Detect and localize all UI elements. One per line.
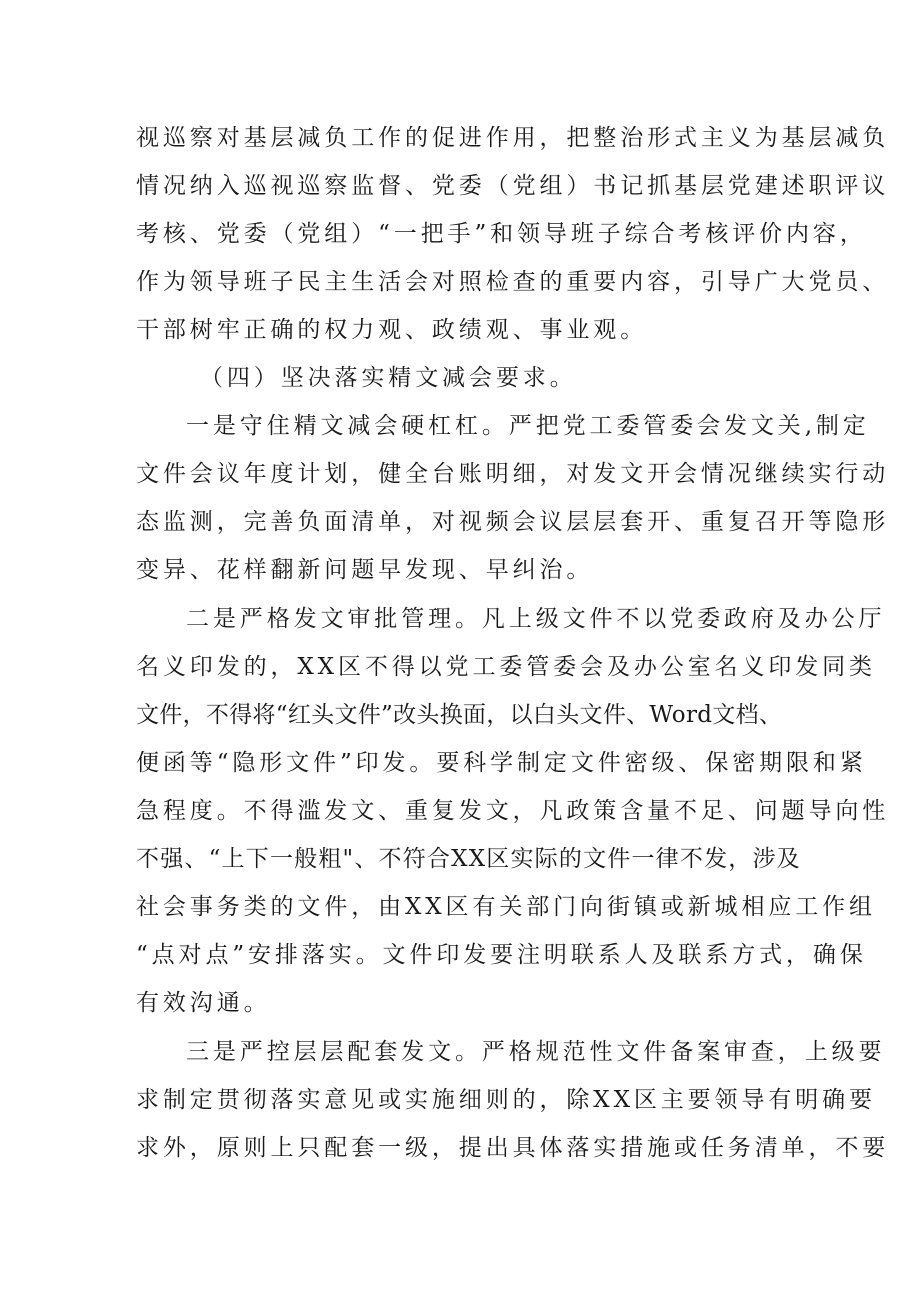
paragraph-line-16: 不强、“上下一般粗"、不符合XX区实际的文件一律不发，涉及	[136, 846, 801, 872]
paragraph-line-10: 变异、花样翻新问题早发现、早纠治。	[136, 557, 594, 583]
paragraph-line-19: 有效沟通。	[136, 990, 271, 1016]
paragraph-line-4: 作为领导班子民主生活会对照检查的重要内容，引导广大党员、	[136, 269, 890, 295]
paragraph-line-22: 求外，原则上只配套一级，提出具体落实措施或任务清单，不要	[136, 1135, 890, 1161]
paragraph-line-9: 态监测，完善负面清单，对视频会议层层套开、重复召开等隐形	[136, 509, 890, 535]
paragraph-line-7: 一是守住精文减会硬杠杠。严把党工委管委会发文关,制定	[186, 413, 870, 439]
paragraph-line-1: 视巡察对基层减负工作的促进作用，把整治形式主义为基层减负	[136, 125, 890, 151]
paragraph-line-18: “点对点”安排落实。文件印发要注明联系人及联系方式，确保	[136, 942, 867, 968]
paragraph-line-14: 便函等“隐形文件”印发。要科学制定文件密级、保密期限和紧	[136, 750, 867, 776]
paragraph-line-21: 求制定贯彻落实意见或实施细则的，除XX区主要领导有明确要	[136, 1087, 876, 1113]
paragraph-line-11: 二是严格发文审批管理。凡上级文件不以党委政府及办公厅	[186, 606, 886, 632]
paragraph-line-15: 急程度。不得滥发文、重复发文，凡政策含量不足、问题导向性	[136, 798, 890, 824]
paragraph-line-5: 干部树牢正确的权力观、政绩观、事业观。	[136, 317, 648, 343]
paragraph-line-13: 文件，不得将“红头文件”改头换面，以白头文件、Word文档、	[136, 702, 783, 728]
paragraph-line-20: 三是严控层层配套发文。严格规范性文件备案审查，上级要	[186, 1039, 886, 1065]
paragraph-line-8: 文件会议年度计划，健全台账明细，对发文开会情况继续实行动	[136, 461, 890, 487]
paragraph-line-17: 社会事务类的文件，由XX区有关部门向街镇或新城相应工作组	[136, 894, 876, 920]
paragraph-line-3: 考核、党委（党组）“一把手”和领导班子综合考核评价内容，	[136, 221, 867, 247]
paragraph-line-12: 名义印发的，XX区不得以党工委管委会及办公室名义印发同类	[136, 654, 876, 680]
section-heading: （四）坚决落实精文减会要求。	[200, 365, 577, 391]
paragraph-line-2: 情况纳入巡视巡察监督、党委（党组）书记抓基层党建述职评议	[136, 173, 890, 199]
